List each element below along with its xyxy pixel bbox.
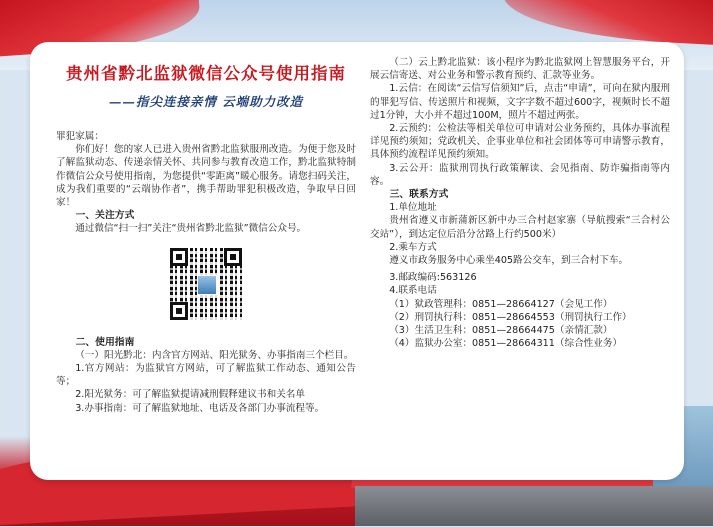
transport-text: 遵义市政务服务中心乘坐405路公交车，到三合村下车。 bbox=[389, 255, 629, 267]
page-title: 贵州省黔北监狱微信公众号使用指南 bbox=[66, 64, 346, 83]
left-column bbox=[56, 60, 356, 415]
section3-heading: 三、联系方式 bbox=[389, 189, 449, 201]
phone-line: （2）刑罚执行科：0851—28664553（刑罚执行工作） bbox=[389, 311, 632, 323]
transport-heading: 2.乘车方式 bbox=[389, 241, 437, 253]
phone-line: （4）监狱办公室：0851—28664311（综合性业务） bbox=[389, 338, 623, 350]
postal-code: 3.邮政编码:563126 bbox=[389, 272, 477, 284]
address-text: 贵州省遵义市新蒲新区新中办三合村赵家寨（导航搜索“三合村公交站”），到达定位后沿分岔路上行约500米） bbox=[370, 215, 670, 240]
right-column bbox=[370, 56, 670, 350]
cloud-platform-intro: （二）云上黔北监狱：该小程序为黔北监狱网上智慧服务平台，开展云信寄送、对公业务和警示教育预约、汇款等业务。 bbox=[370, 57, 670, 82]
section2-paragraph-3: 2.阳光狱务：可了解监狱提请减刑假释建议书和关名单 bbox=[75, 389, 305, 401]
qr-finder-top-right bbox=[224, 248, 242, 266]
wechat-qr-code[interactable] bbox=[170, 248, 242, 320]
section2-paragraph-2: 1.官方网站：为监狱官方网站，可了解监狱工作动态、通知公告等； bbox=[56, 363, 356, 388]
section2-paragraph-4: 3.办事指南：可了解监狱地址、电话及各部门办事流程等。 bbox=[75, 402, 325, 414]
phone-line: （3）生活卫生科：0851—28664475（亲情汇款） bbox=[389, 325, 613, 337]
cloud-disclosure-text: 3.云公开：监狱刑罚执行政策解读、会见指南、防诈骗指南等内容。 bbox=[370, 162, 670, 187]
phone-heading: 4.联系电话 bbox=[389, 285, 437, 297]
page-subtitle: ——指尖连接亲情 云端助力改造 bbox=[108, 94, 304, 109]
greeting: 罪犯家属： bbox=[56, 131, 104, 142]
photo-strip-decoration bbox=[355, 486, 713, 526]
qr-center-logo bbox=[197, 275, 217, 295]
section2-heading: 二、使用指南 bbox=[75, 336, 135, 348]
cloud-appointment-text: 2.云预约：公检法等相关单位可申请对公业务预约，具体办事流程详见预约须知；党政机关、企事业单位和社会团体等可申请警示教育，具体预约流程详见预约须知。 bbox=[370, 123, 670, 161]
section1-text: 通过微信“扫一扫”关注“贵州省黔北监狱”微信公众号。 bbox=[75, 223, 307, 235]
address-heading: 1.单位地址 bbox=[389, 202, 437, 214]
section1-heading: 一、关注方式 bbox=[75, 210, 135, 222]
qr-finder-bottom-left bbox=[170, 302, 188, 320]
qr-finder-top-left bbox=[170, 248, 188, 266]
cloud-letter-text: 1.云信：在阅读“云信写信须知”后，点击“申请”，可向在狱内服刑的罪犯写信、传送照片和视频，文字字数不超过600字，视频时长不超过1分钟，大小并不超过100M，照片不超过两张。 bbox=[370, 83, 670, 121]
intro-paragraph: 你们好！您的家人已进入贵州省黔北监狱服刑改造。为便于您及时了解监狱动态、传递亲情关怀、共同参与教育改造工作，黔北监狱特制作微信公众号使用指南，为您提供“零距离”暖心服务。请您扫码关注，成为我们重要的“云端协作者”，携手帮助罪犯积极改造，争取早日回家！ bbox=[56, 144, 356, 209]
section2-paragraph-1: （一）阳光黔北：内含官方网站、阳光狱务、办事指南三个栏目。 bbox=[75, 349, 354, 361]
phone-line: （1）狱政管理科：0851—28664127（会见工作） bbox=[389, 298, 613, 310]
